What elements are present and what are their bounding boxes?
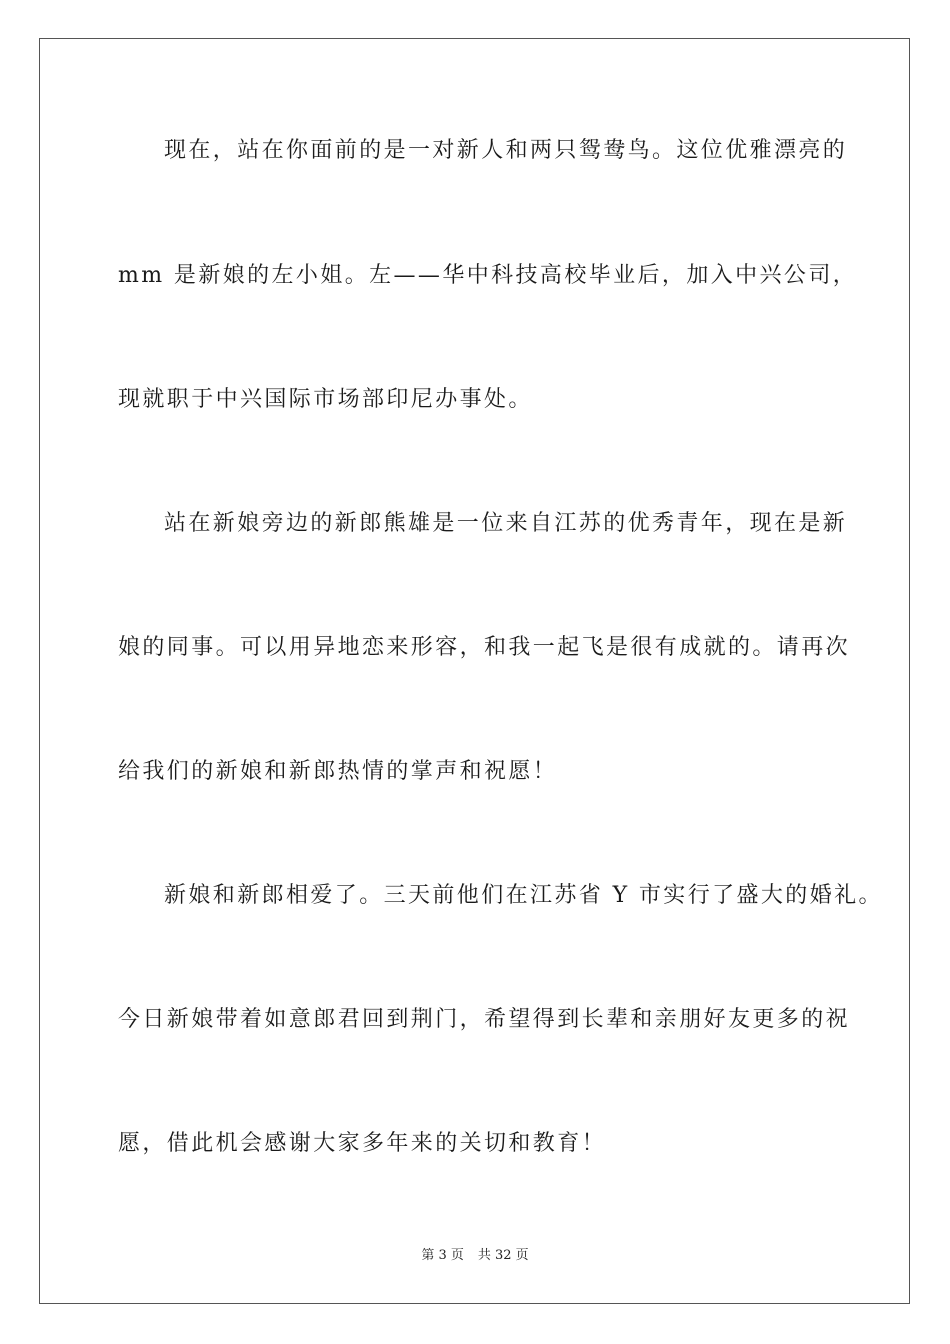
paragraph-3-line-1: 新娘和新郎相爱了。三天前他们在江苏省 Y 市实行了盛大的婚礼。 — [164, 883, 883, 908]
paragraph-2-line-1: 站在新娘旁边的新郎熊雄是一位来自江苏的优秀青年，现在是新 — [164, 511, 848, 536]
page-border — [39, 38, 910, 1304]
page-footer — [0, 1247, 950, 1265]
paragraph-3-line-3: 愿，借此机会感谢大家多年来的关切和教育！ — [118, 1131, 607, 1156]
paragraph-2-line-3: 给我们的新娘和新郎热情的掌声和祝愿！ — [118, 759, 558, 784]
paragraph-1-line-2: mm 是新娘的左小姐。左——华中科技高校毕业后，加入中兴公司， — [118, 263, 858, 288]
page-total: 共 32 页 — [477, 1248, 529, 1263]
paragraph-3-line-2: 今日新娘带着如意郎君回到荆门，希望得到长辈和亲朋好友更多的祝 — [118, 1007, 851, 1032]
paragraph-1-line-3: 现就职于中兴国际市场部印尼办事处。 — [118, 387, 533, 412]
paragraph-2-line-2: 娘的同事。可以用异地恋来形容，和我一起飞是很有成就的。请再次 — [118, 635, 851, 660]
paragraph-1-line-1: 现在，站在你面前的是一对新人和两只鸳鸯鸟。这位优雅漂亮的 — [164, 138, 848, 163]
page-number: 第 3 页 — [421, 1248, 464, 1263]
